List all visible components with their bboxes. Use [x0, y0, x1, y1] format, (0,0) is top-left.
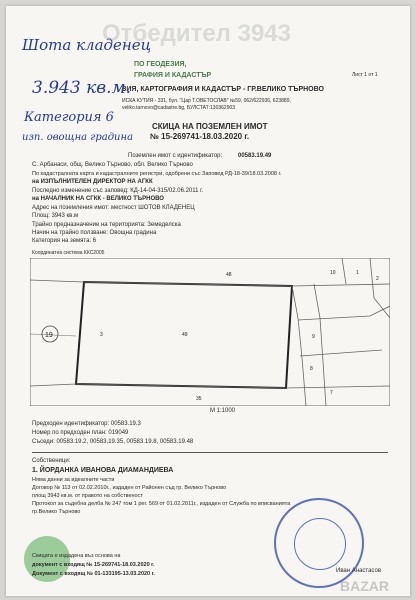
approved-text: По кадастралната карта и кадастралните регистри, одобрени със Заповед РД-18-39/18.03.2008 г.	[32, 171, 282, 177]
parcel-boundary	[300, 350, 382, 356]
agency-small-top: ПО ГЕОДЕЗИЯ,	[134, 61, 187, 68]
land-usage: Начин на трайно ползване: Овощна градина	[32, 230, 157, 236]
land-purpose: Трайно предназначение на територията: Земеделска	[32, 222, 181, 228]
handwriting-line-4: изп. овощна градина	[22, 132, 134, 143]
agency-small-top-2: ГРАФИЯ И КАДАСТЪР	[134, 72, 212, 79]
issued-line-3: Документ с входящ № 01-133195-13.03.2020 г.	[32, 571, 155, 577]
label-10: 10	[330, 270, 336, 276]
document-page	[6, 6, 410, 596]
signer-name: Иван Анастасов	[336, 568, 382, 574]
identifier-value: 00583.19.49	[238, 153, 272, 159]
label-19: 19	[45, 332, 53, 339]
label-35: 35	[196, 396, 202, 402]
label-2: 2	[376, 276, 379, 282]
official-stamp-icon	[274, 498, 364, 588]
document-number: № 15-269741-18.03.2020 г.	[150, 132, 250, 141]
watermark: Отбедител 3943	[102, 20, 291, 47]
deed-1: Договор № 113 от 02.02.2010г., издаден от Районен съд гр. Велико Търново	[32, 485, 227, 491]
previous-plan-number: Номер по предходен план: 019049	[32, 430, 129, 436]
approved-by: на ИЗПЪЛНИТЕЛЕН ДИРЕКТОР НА АГКК	[32, 179, 153, 185]
deed-3: Протокол за съдебна делба № 247 том 1 рег. 569 от 01.02.2011г., издаден от Служба по вписванията	[32, 501, 291, 507]
handwriting-line-3: Категория 6	[24, 110, 114, 125]
bazar-watermark: BAZAR	[340, 578, 389, 594]
last-change-by: на НАЧАЛНИК НА СГКК - ВЕЛИКО ТЪРНОВО	[32, 196, 164, 202]
issued-line-2: документ с входящ № 15-269741-18.03.2020 г.	[32, 562, 155, 568]
owners-header: Собственици:	[32, 458, 71, 464]
document-title: СКИЦА НА ПОЗЕМЛЕН ИМОТ	[152, 122, 268, 131]
label-1: 1	[356, 270, 359, 276]
identifier-label: Поземлен имот с идентификатор:	[128, 153, 223, 159]
owner-no-data: Няма данни за идеалните части	[32, 477, 115, 483]
parcel-boundary	[30, 334, 76, 336]
label-7: 7	[330, 390, 333, 396]
cadastral-map	[30, 258, 390, 406]
parcel-boundary	[298, 306, 390, 320]
property-area: Площ: 3943 кв.м	[32, 213, 79, 219]
divider	[32, 452, 388, 453]
page-indicator: Лист 1 от 1	[352, 72, 378, 78]
label-3: 3	[100, 332, 103, 338]
land-category: Категория на земята: 6	[32, 238, 97, 244]
deed-2: площ 3943 кв.м. от правото на собственост	[32, 493, 143, 499]
stamp-inner-ring	[294, 518, 346, 570]
neighbors: Съседи: 00583.19.2, 00583.19.35, 00583.19.8, 00583.19.48	[32, 439, 194, 445]
location: С. Арбанаси, общ. Велико Търново, обл. Велико Търново	[32, 162, 193, 168]
parcel-boundary	[342, 258, 346, 284]
agency-email: veliko.tarnovo@cadastre.bg, БУЛСТАТ:130362903	[122, 105, 236, 111]
label-48: 48	[226, 272, 232, 278]
agency-name: ЗИЯ, КАРТОГРАФИЯ И КАДАСТЪР - ГР.ВЕЛИКО ТЪРНОВО	[122, 86, 324, 93]
parcel-boundary	[370, 258, 390, 318]
label-8: 8	[310, 366, 313, 372]
property-address: Адрес на поземления имот: местност ШОТОВ КЛАДЕНЕЦ	[32, 205, 195, 211]
handwriting-line-2: 3.943 кв.м.	[32, 78, 132, 98]
agency-address: ИСКА КУТИЯ - 331, бул. "Цар Т.ОВЕТОСЛАВ" №59, 062/622936, 623889,	[122, 98, 291, 104]
issued-line-1: Скицата е издадена въз основа на	[32, 553, 121, 559]
coord-system: Координатна система ККС2005	[32, 250, 105, 256]
label-9: 9	[312, 334, 315, 340]
map-scale: М 1:1000	[210, 408, 236, 414]
previous-identifier: Предходен идентификатор: 00583.19.3	[32, 421, 141, 427]
last-change: Последно изменение със заповед: КД-14-04-315/02.06.2011 г.	[32, 188, 204, 194]
owner-name: 1. ЙОРДАНКА ИВАНОВА ДИАМАНДИЕВА	[32, 467, 174, 474]
handwriting-line-1: Шота кладенец	[22, 36, 152, 54]
label-49: 49	[182, 332, 188, 338]
deed-4: гр.Велико Търново	[32, 509, 81, 515]
